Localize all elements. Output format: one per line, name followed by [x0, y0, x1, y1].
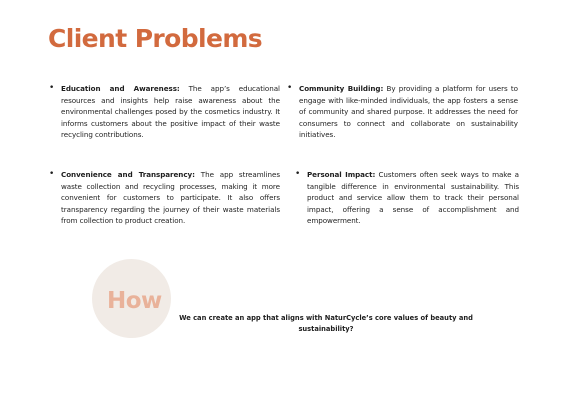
problem-community-building: [287, 83, 518, 141]
bullet-marker: •: [287, 83, 293, 93]
problem-body: The app’s educational resources and insights help raise awareness about the environmental challenges posed by the cosmetics industry. It informs customers about the positive impact of their waste recycling contributions.: [61, 84, 280, 140]
problem-body: Customers often seek ways to make a tangible difference in environmental sustainability. This product and service allow them to track their personal impact, offering a sense of accomplishment and empowerment.: [307, 170, 519, 226]
problem-lead: Personal Impact:: [307, 170, 376, 179]
problem-lead: Convenience and Transparency:: [61, 170, 195, 179]
problem-body: By providing a platform for users to engage with like-minded individuals, the app fosters a sense of community and shared purpose. It addresses the need for consumers to connect and collaborate on sustainability initiatives.: [299, 84, 518, 140]
problem-lead: Community Building:: [299, 84, 384, 93]
problem-body: The app streamlines waste collection and recycling processes, making it more convenient for customers to participate. It also offers transparency regarding the journey of their waste materials from collection to product creation.: [61, 170, 280, 226]
bullet-marker: •: [295, 169, 301, 179]
bullet-marker: •: [49, 83, 55, 93]
problem-education-awareness: [49, 83, 280, 141]
how-question: We can create an app that aligns with NaturCycle’s core values of beauty and sustainability?: [179, 314, 473, 333]
problem-personal-impact: [295, 169, 519, 227]
bullet-marker: •: [49, 169, 55, 179]
problem-convenience-transparency: [49, 169, 280, 227]
how-heading: How: [107, 288, 162, 314]
problem-lead: Education and Awareness:: [61, 84, 180, 93]
page-title: Client Problems: [48, 24, 263, 53]
